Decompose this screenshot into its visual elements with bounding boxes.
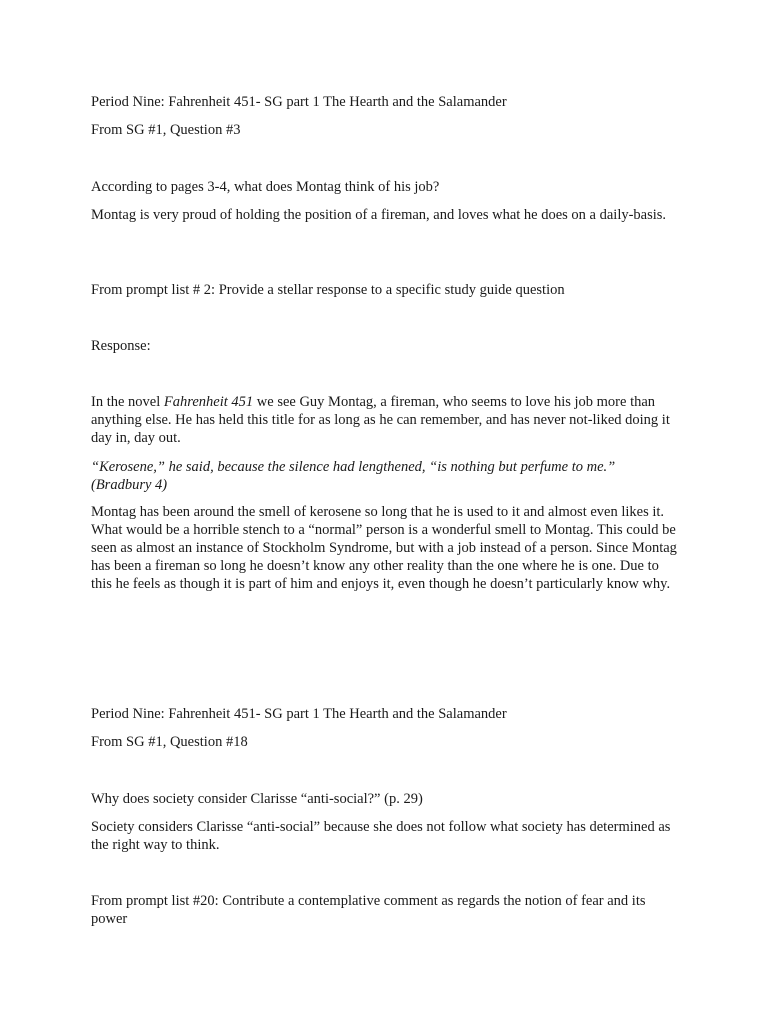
response-intro-after: we see Guy Montag, a fireman, who seems to love his job more than anything else. He has held this title for as long as he can remember, and has never not-liked doing it day in, day out. bbox=[91, 394, 670, 446]
novel-title: Fahrenheit 451 bbox=[163, 394, 254, 410]
section1-source: From SG #1, Question #3 bbox=[91, 122, 241, 138]
section2-prompt: From prompt list #20: Contribute a contemplative comment as regards the notion of fear and its power bbox=[91, 893, 646, 927]
section1-response-label: Response: bbox=[91, 338, 151, 354]
response-intro-before: In the novel bbox=[91, 394, 164, 410]
section1-question: According to pages 3-4, what does Montag think of his job? bbox=[91, 179, 440, 195]
section1-heading: Period Nine: Fahrenheit 451- SG part 1 The Hearth and the Salamander bbox=[91, 94, 507, 110]
section1-quote: “Kerosene,” he said, because the silence had lengthened, “is nothing but perfume to me.” (Bradbury 4) bbox=[91, 459, 616, 493]
section2-source: From SG #1, Question #18 bbox=[91, 734, 248, 750]
section2-heading: Period Nine: Fahrenheit 451- SG part 1 The Hearth and the Salamander bbox=[91, 706, 507, 722]
section1-answer: Montag is very proud of holding the position of a fireman, and loves what he does on a daily-basis. bbox=[91, 207, 667, 223]
section1-analysis: Montag has been around the smell of kerosene so long that he is used to it and almost even likes it. What would be a horrible stench to a “normal” person is a wonderful smell to Montag. This could be seen as almost an instance of Stockholm Syndrome, but with a job instead of a person. Since Montag has been a fireman so long he doesn’t know any other reality than the one where he is one. Due to this he feels as though it is part of him and enjoys it, even though he doesn’t particularly know why. bbox=[91, 504, 677, 592]
section2-answer: Society considers Clarisse “anti-social” because she does not follow what society has determined as the right way to think. bbox=[91, 819, 671, 853]
section1-prompt: From prompt list # 2: Provide a stellar response to a specific study guide question bbox=[91, 282, 565, 298]
section1-response-intro bbox=[91, 393, 691, 447]
section2-question: Why does society consider Clarisse “anti-social?” (p. 29) bbox=[91, 791, 423, 807]
